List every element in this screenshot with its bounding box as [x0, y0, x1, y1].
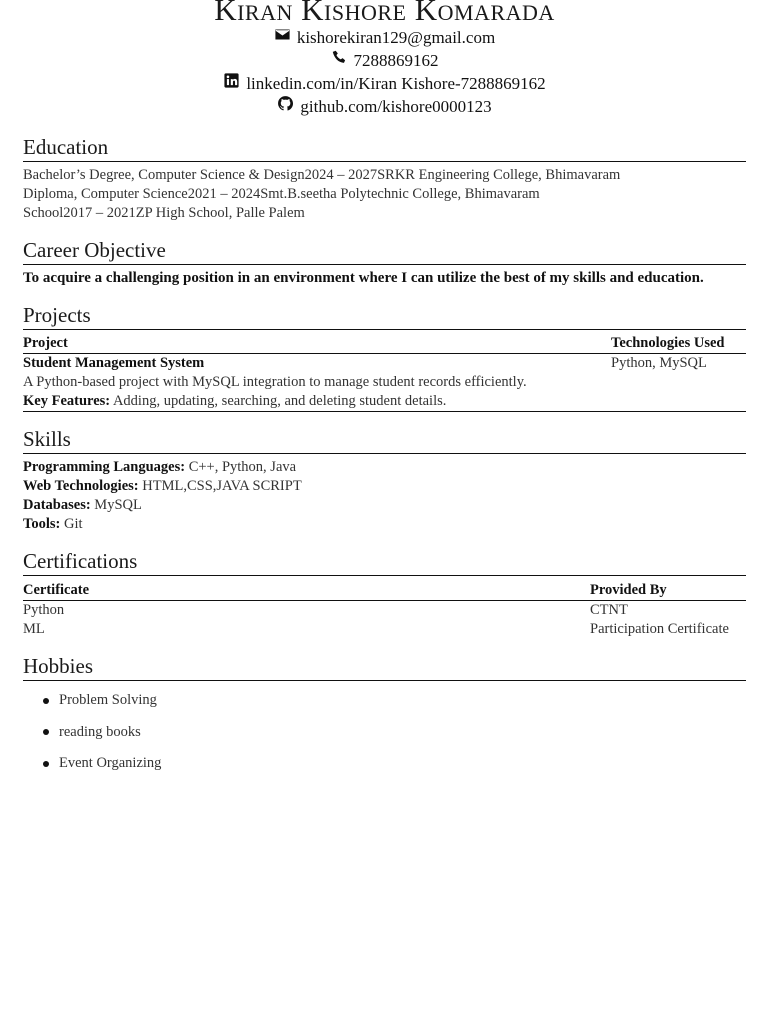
column-header-certificate: Certificate — [23, 580, 590, 601]
projects-heading: Projects — [23, 302, 746, 330]
list-item — [43, 748, 746, 780]
skill-item — [23, 515, 746, 534]
contact-phone[interactable]: 7288869162 — [353, 51, 439, 70]
contact-email[interactable]: kishorekiran129@gmail.com — [296, 28, 496, 47]
projects-table — [23, 333, 746, 412]
list-item — [43, 717, 746, 749]
education-heading: Education — [23, 134, 746, 162]
table-row — [23, 620, 746, 639]
column-header-project: Project — [23, 333, 611, 354]
envelope-icon — [274, 26, 291, 49]
features-text: Adding, updating, searching, and deleting student details. — [112, 393, 447, 409]
list-item — [43, 685, 746, 717]
github-icon — [277, 95, 294, 118]
hobbies-section — [23, 653, 746, 780]
contact-linkedin-row[interactable] — [23, 72, 746, 95]
project-description: A Python-based project with MySQL integration to manage student records efficiently. — [23, 374, 527, 390]
skill-label: Tools: — [23, 516, 61, 532]
skill-label: Web Technologies: — [23, 478, 139, 494]
table-header-row — [23, 580, 746, 601]
skills-heading: Skills — [23, 426, 746, 454]
skills-list — [23, 454, 746, 534]
hobby-text: Problem Solving — [59, 692, 157, 709]
certifications-section — [23, 548, 746, 639]
education-list — [23, 162, 746, 223]
contact-linkedin[interactable]: linkedin.com/in/Kiran Kishore-7288869162 — [246, 74, 546, 93]
certificate-provider: CTNT — [590, 602, 628, 618]
resume-name: Kiran Kishore Komarada — [214, 0, 555, 27]
skill-label: Programming Languages: — [23, 459, 186, 475]
column-header-provider: Provided By — [590, 580, 746, 601]
contact-github[interactable]: github.com/kishore0000123 — [300, 97, 492, 116]
project-technologies: Python, MySQL — [611, 355, 707, 371]
bullet-icon — [43, 729, 49, 735]
certificate-name: Python — [23, 602, 65, 618]
table-row — [23, 354, 746, 412]
hobby-text: Event Organizing — [59, 755, 162, 772]
education-section — [23, 134, 746, 223]
objective-text: To acquire a challenging position in an environment where I can utilize the best of my skills and education. — [23, 270, 704, 286]
education-item: School2017 – 2021ZP High School, Palle Palem — [23, 205, 305, 221]
contact-github-row[interactable] — [23, 95, 746, 118]
resume-page — [23, 0, 746, 780]
education-item: Diploma, Computer Science2021 – 2024Smt.B.seetha Polytechnic College, Bhimavaram — [23, 186, 540, 202]
skill-value: HTML,CSS,JAVA SCRIPT — [142, 478, 302, 494]
projects-section — [23, 302, 746, 412]
skill-value: MySQL — [94, 497, 142, 513]
objective-section — [23, 237, 746, 288]
skill-item — [23, 496, 746, 515]
certificate-name: ML — [23, 621, 45, 637]
certifications-heading: Certifications — [23, 548, 746, 576]
skill-label: Databases: — [23, 497, 91, 513]
table-row — [23, 601, 746, 621]
certificate-provider: Participation Certificate — [590, 621, 729, 637]
table-header-row — [23, 333, 746, 354]
skill-value: Git — [63, 516, 83, 532]
objective-heading: Career Objective — [23, 237, 746, 265]
certifications-table — [23, 580, 746, 639]
contact-email-row[interactable] — [23, 26, 746, 49]
hobby-text: reading books — [59, 723, 141, 740]
linkedin-icon — [223, 72, 240, 95]
features-label: Key Features: — [23, 393, 111, 409]
education-item: Bachelor’s Degree, Computer Science & Design2024 – 2027SRKR Engineering College, Bhimavaram — [23, 167, 621, 183]
bullet-icon — [43, 761, 49, 767]
hobbies-heading: Hobbies — [23, 653, 746, 681]
phone-icon — [331, 49, 348, 72]
contact-phone-row[interactable] — [23, 49, 746, 72]
skill-item — [23, 477, 746, 496]
project-cell — [23, 354, 611, 412]
project-name: Student Management System — [23, 355, 205, 371]
skills-section — [23, 426, 746, 534]
hobbies-list — [23, 685, 746, 780]
bullet-icon — [43, 698, 49, 704]
skill-item — [23, 458, 746, 477]
project-features — [23, 392, 611, 411]
column-header-technologies: Technologies Used — [611, 333, 746, 354]
contact-block — [23, 26, 746, 118]
skill-value: C++, Python, Java — [188, 459, 297, 475]
